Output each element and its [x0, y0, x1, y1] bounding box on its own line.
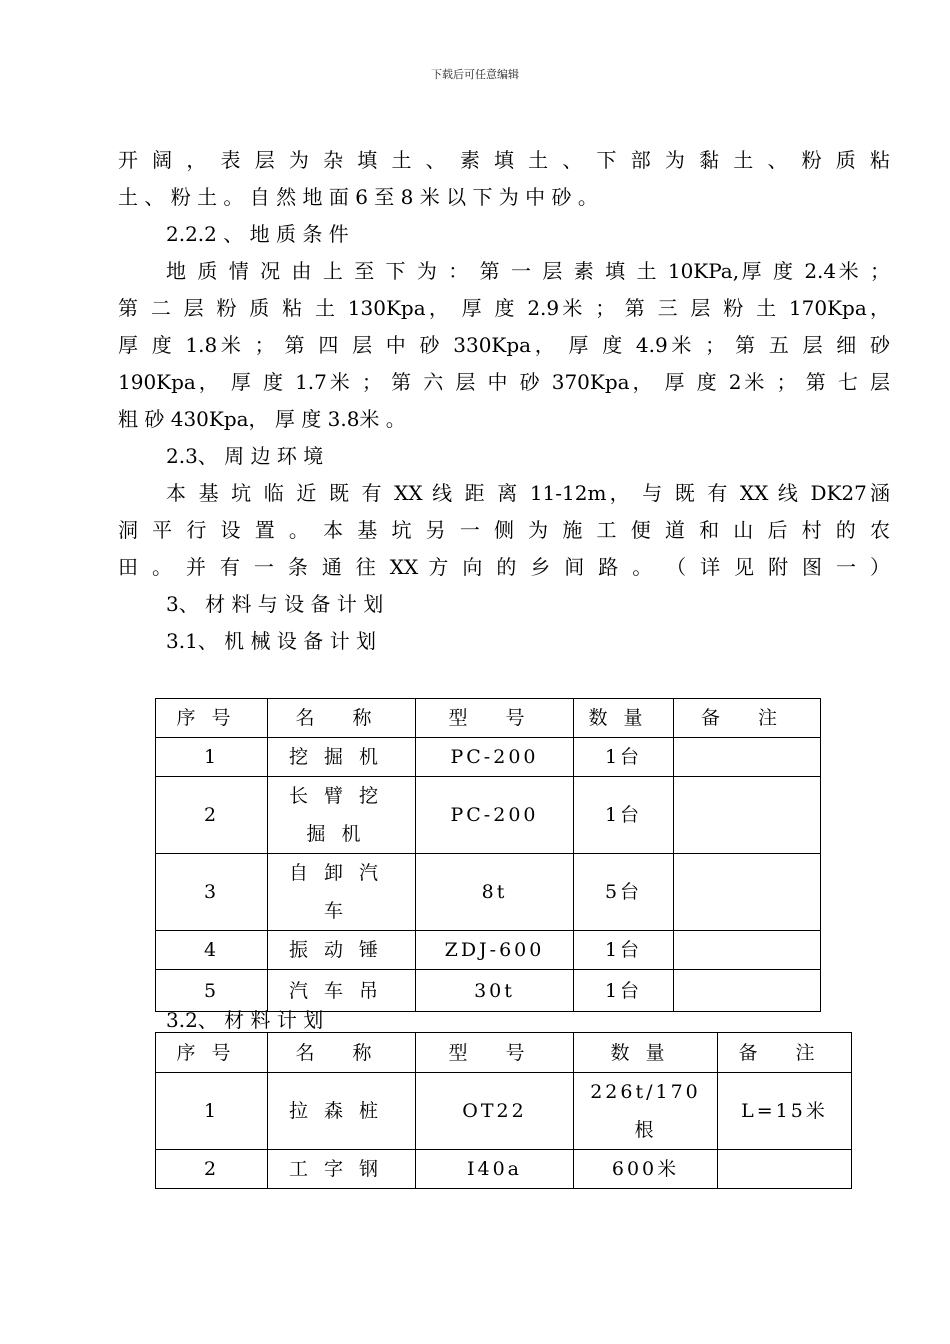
- table-row: [156, 1150, 852, 1189]
- heading-3-1: 3.1、 机 械 设 备 计 划: [166, 629, 376, 653]
- table-header-row: [156, 1033, 852, 1073]
- cell-model: 30t: [416, 970, 574, 1012]
- heading-2-2-2: 2.2.2 、 地 质 条 件: [166, 222, 349, 246]
- cell-qty: 1台: [574, 970, 674, 1012]
- heading-3: 3、 材 料 与 设 备 计 划: [166, 592, 384, 616]
- heading-3-2: 3.2、 材 料 计 划: [166, 1008, 324, 1032]
- cell-index: 4: [156, 931, 268, 970]
- cell-note: L=15米: [718, 1073, 852, 1150]
- cell-model: OT22: [416, 1073, 574, 1150]
- cell-index: 2: [156, 1150, 268, 1189]
- cell-name: 自卸汽车: [268, 854, 416, 931]
- cell-index: 3: [156, 854, 268, 931]
- heading-2-3: 2.3、 周 边 环 境: [166, 444, 324, 468]
- cell-qty: 1台: [574, 931, 674, 970]
- cell-name: 挖掘机: [268, 738, 416, 777]
- cell-name: 振动锤: [268, 931, 416, 970]
- header-cell: 名 称: [268, 1033, 416, 1073]
- para2-line3: 厚 度 1.8米 ； 第 四 层 中 砂 330Kpa， 厚 度 4.9米 ； 第 五 层 细 砂: [118, 333, 890, 357]
- cell-index: 5: [156, 970, 268, 1012]
- header-cell: 备 注: [718, 1033, 852, 1073]
- header-cell: 数量: [574, 1033, 718, 1073]
- header-cell: 备 注: [674, 699, 821, 738]
- para1-line2: 土 、 粉 土 。 自 然 地 面 6 至 8 米 以 下 为 中 砂 。: [118, 185, 598, 209]
- cell-name: 长臂挖掘机: [268, 777, 416, 854]
- table-row: [156, 1073, 852, 1150]
- header-cell: 型 号: [416, 1033, 574, 1073]
- header-cell: 序号: [156, 699, 268, 738]
- equipment-table: [155, 698, 821, 1012]
- cell-name: 工字钢: [268, 1150, 416, 1189]
- para2-line4: 190Kpa， 厚 度 1.7米 ； 第 六 层 中 砂 370Kpa， 厚 度 2米 ； 第 七 层: [118, 370, 890, 394]
- cell-name: 汽车吊: [268, 970, 416, 1012]
- cell-index: 1: [156, 1073, 268, 1150]
- header-cell: 序号: [156, 1033, 268, 1073]
- cell-model: 8t: [416, 854, 574, 931]
- table-row: [156, 854, 821, 931]
- para2-line2: 第 二 层 粉 质 粘 土 130Kpa， 厚 度 2.9米 ； 第 三 层 粉 土 170Kpa，: [118, 296, 890, 320]
- cell-index: 2: [156, 777, 268, 854]
- para3-line3: 田 。 并 有 一 条 通 往 XX 方 向 的 乡 间 路 。 （ 详 见 附 图 一 ）: [118, 555, 890, 579]
- cell-note: [674, 777, 821, 854]
- cell-note: [674, 931, 821, 970]
- para2-line5: 粗 砂 430Kpa， 厚 度 3.8米 。: [118, 407, 406, 431]
- para3-line2: 洞 平 行 设 置 。 本 基 坑 另 一 侧 为 施 工 便 道 和 山 后 村 的 农: [118, 518, 890, 542]
- cell-model: I40a: [416, 1150, 574, 1189]
- cell-note: [674, 854, 821, 931]
- header-cell: 名 称: [268, 699, 416, 738]
- cell-model: ZDJ-600: [416, 931, 574, 970]
- cell-qty: 1台: [574, 777, 674, 854]
- table-header-row: [156, 699, 821, 738]
- table-row: [156, 931, 821, 970]
- cell-qty: 600米: [574, 1150, 718, 1189]
- para3-line1: 本 基 坑 临 近 既 有 XX 线 距 离 11-12m， 与 既 有 XX 线 DK27涵: [166, 481, 890, 505]
- cell-note: [674, 970, 821, 1012]
- page-header: 下载后可任意编辑: [431, 68, 519, 81]
- cell-model: PC-200: [416, 777, 574, 854]
- cell-note: [674, 738, 821, 777]
- cell-name: 拉森桩: [268, 1073, 416, 1150]
- header-cell: 数量: [574, 699, 674, 738]
- para1-line1: 开 阔 ， 表 层 为 杂 填 土 、 素 填 土 、 下 部 为 黏 土 、 粉 质 粘: [118, 148, 890, 172]
- table-row: [156, 738, 821, 777]
- cell-model: PC-200: [416, 738, 574, 777]
- cell-index: 1: [156, 738, 268, 777]
- cell-qty: 5台: [574, 854, 674, 931]
- materials-table: [155, 1032, 852, 1189]
- cell-qty: 226t/170根: [574, 1073, 718, 1150]
- table-row: [156, 777, 821, 854]
- header-cell: 型 号: [416, 699, 574, 738]
- table-row: [156, 970, 821, 1012]
- cell-note: [718, 1150, 852, 1189]
- para2-line1: 地 质 情 况 由 上 至 下 为 ： 第 一 层 素 填 土 10KPa,厚 度 2.4米 ；: [166, 259, 890, 283]
- cell-qty: 1台: [574, 738, 674, 777]
